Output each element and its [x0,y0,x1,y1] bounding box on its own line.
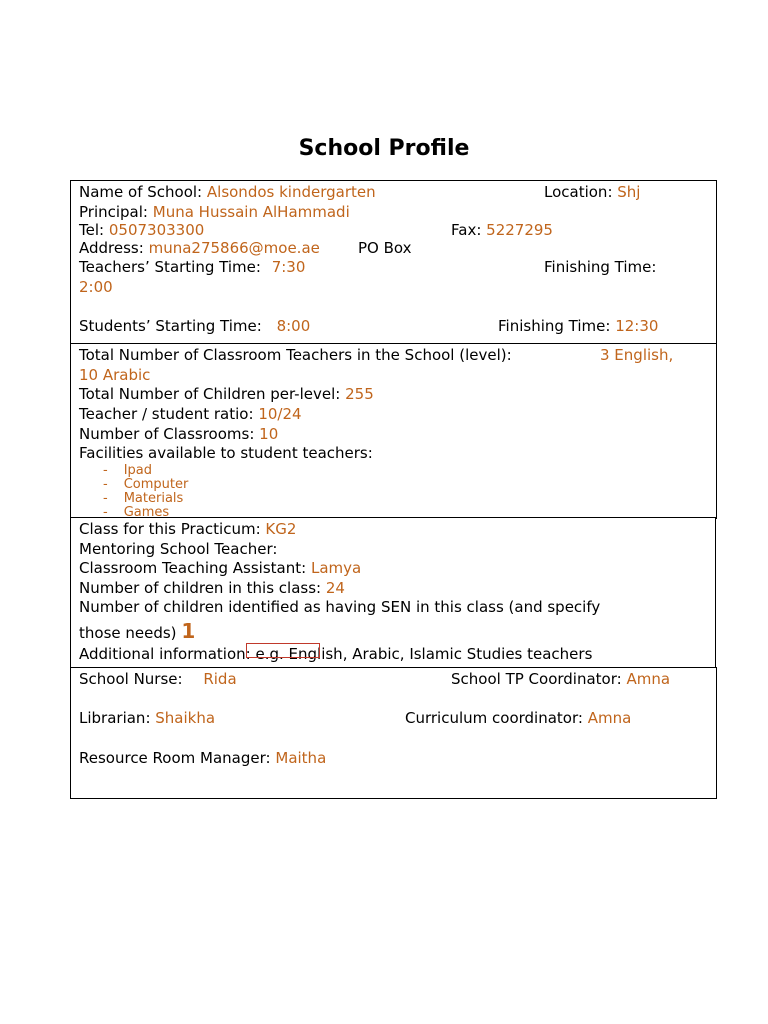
sen-row [79,619,195,645]
nurse-value: Rida [203,670,237,688]
resource-row [79,749,326,767]
list-dash: - [103,477,108,492]
tp-coordinator-value: Amna [626,670,671,688]
facility-label: Computer [123,477,189,492]
teachers-count-value-1: 3 English, [600,346,674,364]
principal-label: Principal: [79,203,148,221]
annotation-box [246,643,320,658]
facility-item [103,506,169,517]
nurse-row [79,670,237,688]
class-value: KG2 [265,520,297,538]
fax-value: 5227295 [486,221,553,239]
students-start-label: Students’ Starting Time: [79,317,262,335]
list-dash: - [103,463,108,478]
school-name-label: Name of School: [79,183,203,201]
resource-value: Maitha [275,749,327,767]
fax-row [451,221,553,239]
school-name-row [79,183,376,201]
facility-item [103,464,152,478]
facility-label: Materials [123,491,184,506]
class-children-value: 24 [325,579,345,597]
librarian-value: Shaikha [155,709,216,727]
assistant-value: Lamya [310,559,362,577]
ratio-label: Teacher / student ratio: [79,405,254,423]
nurse-label: School Nurse: [79,670,183,688]
teachers-start-row [79,258,305,276]
facility-label: Games [123,506,170,517]
students-finish-label: Finishing Time: [498,317,611,335]
assistant-label: Classroom Teaching Assistant: [79,559,307,577]
sen-label-line1: Number of children identified as having SEN in this class (and specify [79,598,601,616]
additional-row [79,645,592,663]
tel-row [79,221,204,239]
list-dash: - [103,491,108,506]
ratio-value: 10/24 [258,405,302,423]
children-count-label: Total Number of Children per-level: [79,385,341,403]
librarian-row [79,709,215,727]
class-label: Class for this Practicum: [79,520,261,538]
resource-label: Resource Room Manager: [79,749,271,767]
tp-coordinator-label: School TP Coordinator: [451,670,622,688]
address-row [79,239,320,257]
class-children-row [79,579,345,597]
curriculum-label: Curriculum coordinator: [405,709,583,727]
tel-label: Tel: [79,221,105,239]
teachers-finish-value: 2:00 [79,278,113,296]
school-name-value: Alsondos kindergarten [206,183,376,201]
sen-value: 1 [181,619,196,643]
address-value: muna275866@moe.ae [148,239,320,257]
facility-label: Ipad [123,463,153,478]
students-finish-row [498,317,658,335]
students-finish-value: 12:30 [615,317,659,335]
teachers-count-value-2: 10 Arabic [79,366,151,384]
class-children-label: Number of children in this class: [79,579,322,597]
students-start-row [79,317,310,335]
sen-label-line2: those needs) [79,624,177,642]
location-row [544,183,640,201]
facility-item [103,478,188,492]
location-label: Location: [544,183,613,201]
facilities-label: Facilities available to student teachers: [79,444,373,462]
curriculum-row [405,709,631,727]
pobox-label: PO Box [358,239,412,257]
principal-value: Muna Hussain AlHammadi [152,203,350,221]
ratio-row [79,405,302,423]
page-title: School Profile [298,136,470,161]
mentor-label: Mentoring School Teacher: [79,540,278,558]
teachers-start-value: 7:30 [271,258,306,276]
principal-row [79,203,350,221]
teachers-finish-label: Finishing Time: [544,258,657,276]
facility-item [103,492,183,506]
additional-label: Additional information: e.g. [79,645,284,663]
teachers-start-label: Teachers’ Starting Time: [79,258,261,276]
tel-value: 0507303300 [108,221,205,239]
children-count-row [79,385,374,403]
classrooms-row [79,425,278,443]
class-row [79,520,296,538]
tp-coordinator-row [451,670,670,688]
additional-value: English, Arabic, Islamic Studies teachers [288,645,593,663]
fax-label: Fax: [451,221,482,239]
location-value: Shj [617,183,641,201]
assistant-row [79,559,361,577]
students-start-value: 8:00 [276,317,311,335]
children-count-value: 255 [345,385,374,403]
address-label: Address: [79,239,144,257]
teachers-count-label: Total Number of Classroom Teachers in the School (level): [79,346,512,364]
classrooms-value: 10 [259,425,279,443]
curriculum-value: Amna [587,709,632,727]
librarian-label: Librarian: [79,709,151,727]
classrooms-label: Number of Classrooms: [79,425,255,443]
list-dash: - [103,506,108,517]
